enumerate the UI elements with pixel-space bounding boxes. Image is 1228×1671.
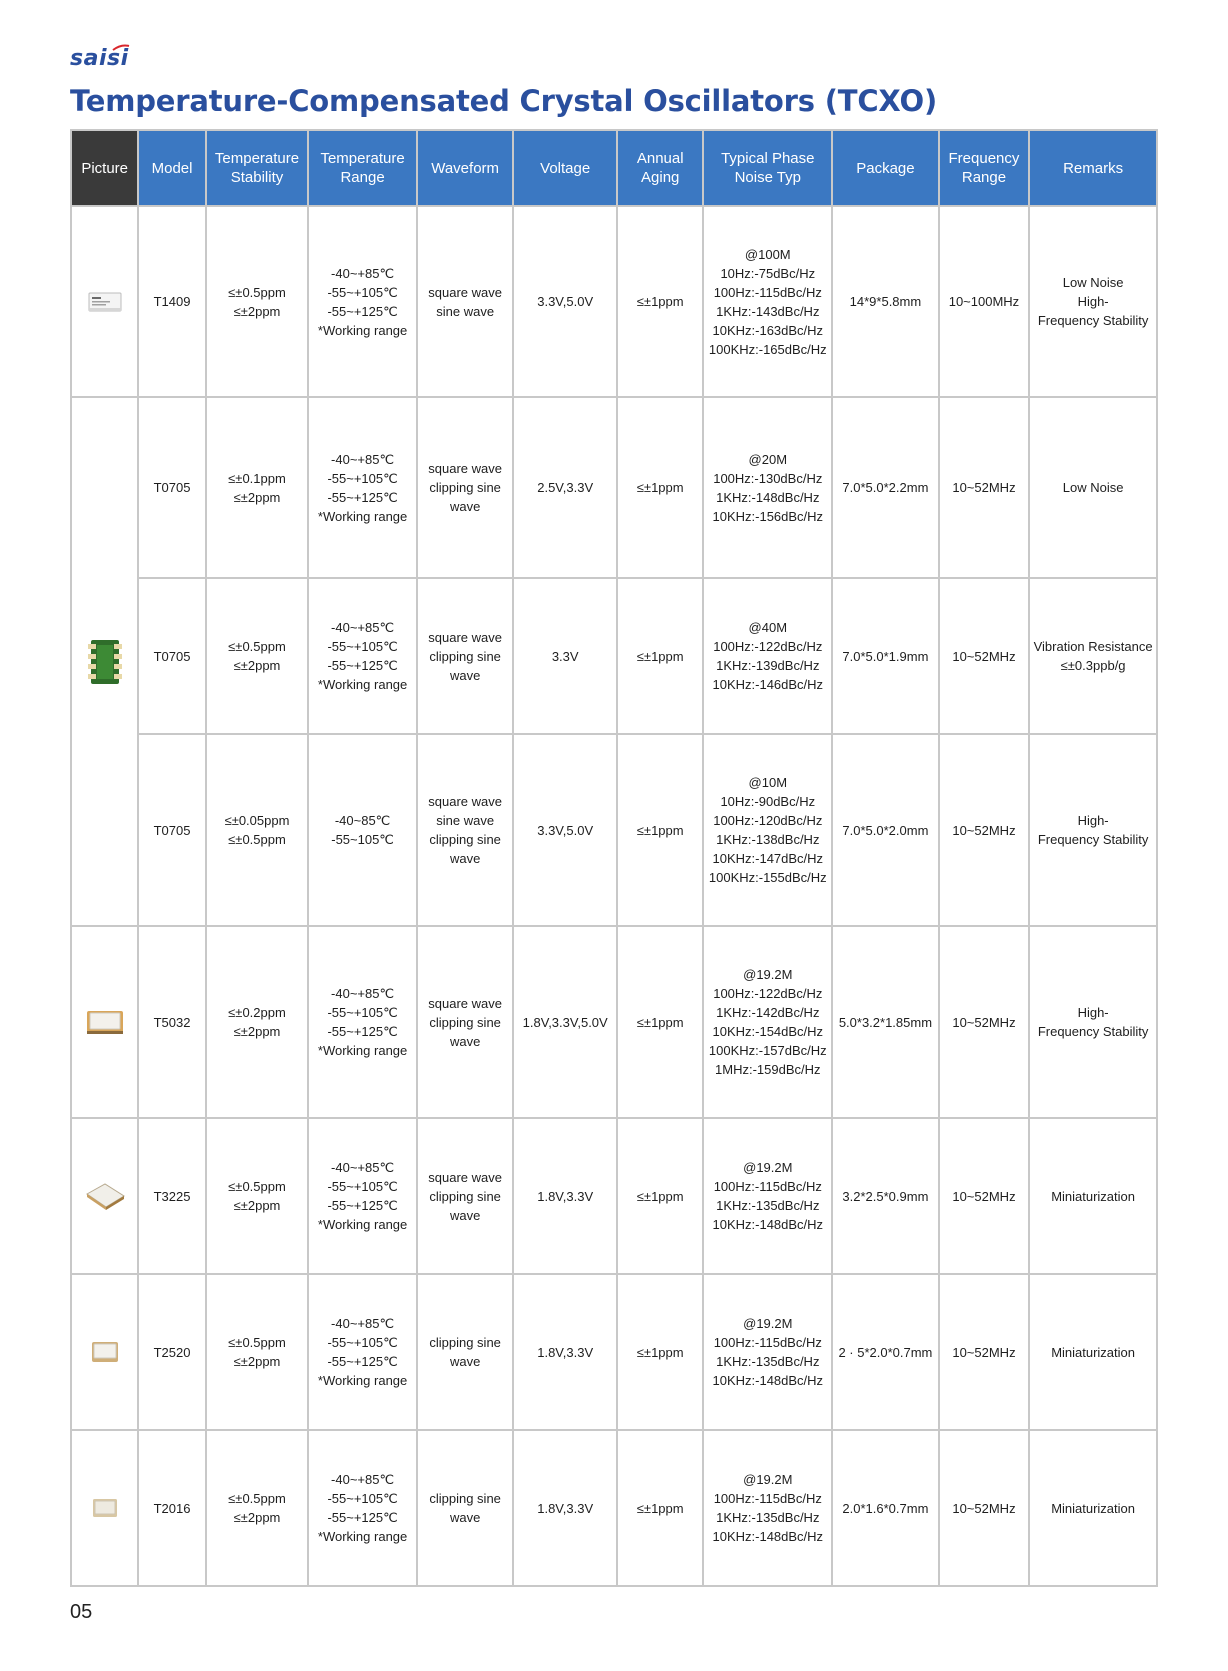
aging-cell: ≤±1ppm xyxy=(617,206,703,397)
mini-package-icon xyxy=(92,1497,118,1519)
package-cell: 7.0*5.0*1.9mm xyxy=(832,578,939,734)
small-package-icon xyxy=(91,1340,119,1364)
remarks-cell: High- Frequency Stability xyxy=(1029,734,1157,926)
table-row xyxy=(71,734,1157,926)
column-header: Temperature Range xyxy=(308,130,417,206)
picture-cell xyxy=(71,1274,138,1430)
tcxo-spec-table xyxy=(70,129,1158,1587)
table-row xyxy=(71,206,1157,397)
model-cell: T0705 xyxy=(138,734,205,926)
noise-cell: @19.2M 100Hz:-115dBc/Hz 1KHz:-135dBc/Hz 10KHz:-148dBc/Hz xyxy=(703,1118,832,1274)
range-cell: -40~+85℃ -55~+105℃ -55~+125℃ *Working range xyxy=(308,1274,417,1430)
package-cell: 2 · 5*2.0*0.7mm xyxy=(832,1274,939,1430)
noise-cell: @100M 10Hz:-75dBc/Hz 100Hz:-115dBc/Hz 1KHz:-143dBc/Hz 10KHz:-163dBc/Hz 100KHz:-165dBc/Hz xyxy=(703,206,832,397)
column-header: Remarks xyxy=(1029,130,1157,206)
frequency-cell: 10~52MHz xyxy=(939,1274,1029,1430)
frequency-cell: 10~52MHz xyxy=(939,578,1029,734)
range-cell: -40~+85℃ -55~+105℃ -55~+125℃ *Working range xyxy=(308,1430,417,1586)
frequency-cell: 10~52MHz xyxy=(939,734,1029,926)
noise-cell: @19.2M 100Hz:-115dBc/Hz 1KHz:-135dBc/Hz 10KHz:-148dBc/Hz xyxy=(703,1274,832,1430)
range-cell: -40~+85℃ -55~+105℃ -55~+125℃ *Working range xyxy=(308,926,417,1118)
aging-cell: ≤±1ppm xyxy=(617,1274,703,1430)
aging-cell: ≤±1ppm xyxy=(617,578,703,734)
remarks-cell: Miniaturization xyxy=(1029,1118,1157,1274)
noise-cell: @20M 100Hz:-130dBc/Hz 1KHz:-148dBc/Hz 10KHz:-156dBc/Hz xyxy=(703,397,832,578)
range-cell: -40~+85℃ -55~+105℃ -55~+125℃ *Working range xyxy=(308,578,417,734)
brand-logo: saisi xyxy=(70,46,129,71)
aging-cell: ≤±1ppm xyxy=(617,734,703,926)
frequency-cell: 10~52MHz xyxy=(939,926,1029,1118)
column-header: Model xyxy=(138,130,205,206)
model-cell: T0705 xyxy=(138,578,205,734)
stability-cell: ≤±0.5ppm ≤±2ppm xyxy=(206,1118,309,1274)
column-header: Voltage xyxy=(513,130,617,206)
stability-cell: ≤±0.05ppm ≤±0.5ppm xyxy=(206,734,309,926)
noise-cell: @19.2M 100Hz:-122dBc/Hz 1KHz:-142dBc/Hz 10KHz:-154dBc/Hz 100KHz:-157dBc/Hz 1MHz:-159dBc/Hz xyxy=(703,926,832,1118)
frequency-cell: 10~52MHz xyxy=(939,397,1029,578)
page-title: Temperature-Compensated Crystal Oscillators (TCXO) xyxy=(70,84,938,118)
ceramic-package-icon xyxy=(86,1008,124,1036)
column-header: Package xyxy=(832,130,939,206)
ceramic-package-tilted-icon xyxy=(83,1180,127,1212)
column-header: Temperature Stability xyxy=(206,130,309,206)
package-cell: 2.0*1.6*0.7mm xyxy=(832,1430,939,1586)
aging-cell: ≤±1ppm xyxy=(617,397,703,578)
package-cell: 5.0*3.2*1.85mm xyxy=(832,926,939,1118)
picture-cell xyxy=(71,206,138,397)
package-cell: 7.0*5.0*2.2mm xyxy=(832,397,939,578)
noise-cell: @10M 10Hz:-90dBc/Hz 100Hz:-120dBc/Hz 1KHz:-138dBc/Hz 10KHz:-147dBc/Hz 100KHz:-155dBc/Hz xyxy=(703,734,832,926)
waveform-cell: clipping sine wave xyxy=(417,1430,514,1586)
table-row xyxy=(71,1118,1157,1274)
picture-cell xyxy=(71,926,138,1118)
stability-cell: ≤±0.5ppm ≤±2ppm xyxy=(206,1274,309,1430)
table-header-row xyxy=(71,130,1157,206)
package-cell: 7.0*5.0*2.0mm xyxy=(832,734,939,926)
range-cell: -40~+85℃ -55~+105℃ -55~+125℃ *Working range xyxy=(308,206,417,397)
oscillator-module-icon xyxy=(88,291,122,313)
table-row xyxy=(71,1430,1157,1586)
noise-cell: @19.2M 100Hz:-115dBc/Hz 1KHz:-135dBc/Hz 10KHz:-148dBc/Hz xyxy=(703,1430,832,1586)
stability-cell: ≤±0.5ppm ≤±2ppm xyxy=(206,1430,309,1586)
model-cell: T1409 xyxy=(138,206,205,397)
range-cell: -40~+85℃ -55~+105℃ -55~+125℃ *Working range xyxy=(308,397,417,578)
model-cell: T2016 xyxy=(138,1430,205,1586)
aging-cell: ≤±1ppm xyxy=(617,1118,703,1274)
waveform-cell: square wave sine wave clipping sine wave xyxy=(417,734,514,926)
table-row xyxy=(71,578,1157,734)
noise-cell: @40M 100Hz:-122dBc/Hz 1KHz:-139dBc/Hz 10KHz:-146dBc/Hz xyxy=(703,578,832,734)
table-row xyxy=(71,926,1157,1118)
remarks-cell: Miniaturization xyxy=(1029,1430,1157,1586)
remarks-cell: High- Frequency Stability xyxy=(1029,926,1157,1118)
package-cell: 14*9*5.8mm xyxy=(832,206,939,397)
column-header: Waveform xyxy=(417,130,514,206)
waveform-cell: square wave sine wave xyxy=(417,206,514,397)
voltage-cell: 1.8V,3.3V xyxy=(513,1430,617,1586)
remarks-cell: Low Noise xyxy=(1029,397,1157,578)
aging-cell: ≤±1ppm xyxy=(617,926,703,1118)
waveform-cell: square wave clipping sine wave xyxy=(417,926,514,1118)
smd-oscillator-icon xyxy=(88,639,122,685)
voltage-cell: 3.3V xyxy=(513,578,617,734)
voltage-cell: 3.3V,5.0V xyxy=(513,206,617,397)
model-cell: T5032 xyxy=(138,926,205,1118)
waveform-cell: square wave clipping sine wave xyxy=(417,578,514,734)
picture-cell xyxy=(71,397,138,926)
remarks-cell: Vibration Resistance ≤±0.3ppb/g xyxy=(1029,578,1157,734)
voltage-cell: 1.8V,3.3V,5.0V xyxy=(513,926,617,1118)
column-header: Typical Phase Noise Typ xyxy=(703,130,832,206)
package-cell: 3.2*2.5*0.9mm xyxy=(832,1118,939,1274)
frequency-cell: 10~100MHz xyxy=(939,206,1029,397)
table-row xyxy=(71,1274,1157,1430)
stability-cell: ≤±0.2ppm ≤±2ppm xyxy=(206,926,309,1118)
voltage-cell: 3.3V,5.0V xyxy=(513,734,617,926)
page-number: 05 xyxy=(70,1601,93,1623)
table-row xyxy=(71,397,1157,578)
model-cell: T3225 xyxy=(138,1118,205,1274)
waveform-cell: square wave clipping sine wave xyxy=(417,1118,514,1274)
remarks-cell: Low Noise High- Frequency Stability xyxy=(1029,206,1157,397)
aging-cell: ≤±1ppm xyxy=(617,1430,703,1586)
waveform-cell: square wave clipping sine wave xyxy=(417,397,514,578)
stability-cell: ≤±0.5ppm ≤±2ppm xyxy=(206,206,309,397)
voltage-cell: 1.8V,3.3V xyxy=(513,1274,617,1430)
logo-swoosh-icon xyxy=(112,44,130,52)
stability-cell: ≤±0.5ppm ≤±2ppm xyxy=(206,578,309,734)
waveform-cell: clipping sine wave xyxy=(417,1274,514,1430)
column-header: Annual Aging xyxy=(617,130,703,206)
remarks-cell: Miniaturization xyxy=(1029,1274,1157,1430)
column-header: Picture xyxy=(71,130,138,206)
range-cell: -40~85℃ -55~105℃ xyxy=(308,734,417,926)
picture-cell xyxy=(71,1430,138,1586)
frequency-cell: 10~52MHz xyxy=(939,1430,1029,1586)
range-cell: -40~+85℃ -55~+105℃ -55~+125℃ *Working range xyxy=(308,1118,417,1274)
picture-cell xyxy=(71,1118,138,1274)
voltage-cell: 1.8V,3.3V xyxy=(513,1118,617,1274)
model-cell: T0705 xyxy=(138,397,205,578)
stability-cell: ≤±0.1ppm ≤±2ppm xyxy=(206,397,309,578)
column-header: Frequency Range xyxy=(939,130,1029,206)
voltage-cell: 2.5V,3.3V xyxy=(513,397,617,578)
frequency-cell: 10~52MHz xyxy=(939,1118,1029,1274)
model-cell: T2520 xyxy=(138,1274,205,1430)
